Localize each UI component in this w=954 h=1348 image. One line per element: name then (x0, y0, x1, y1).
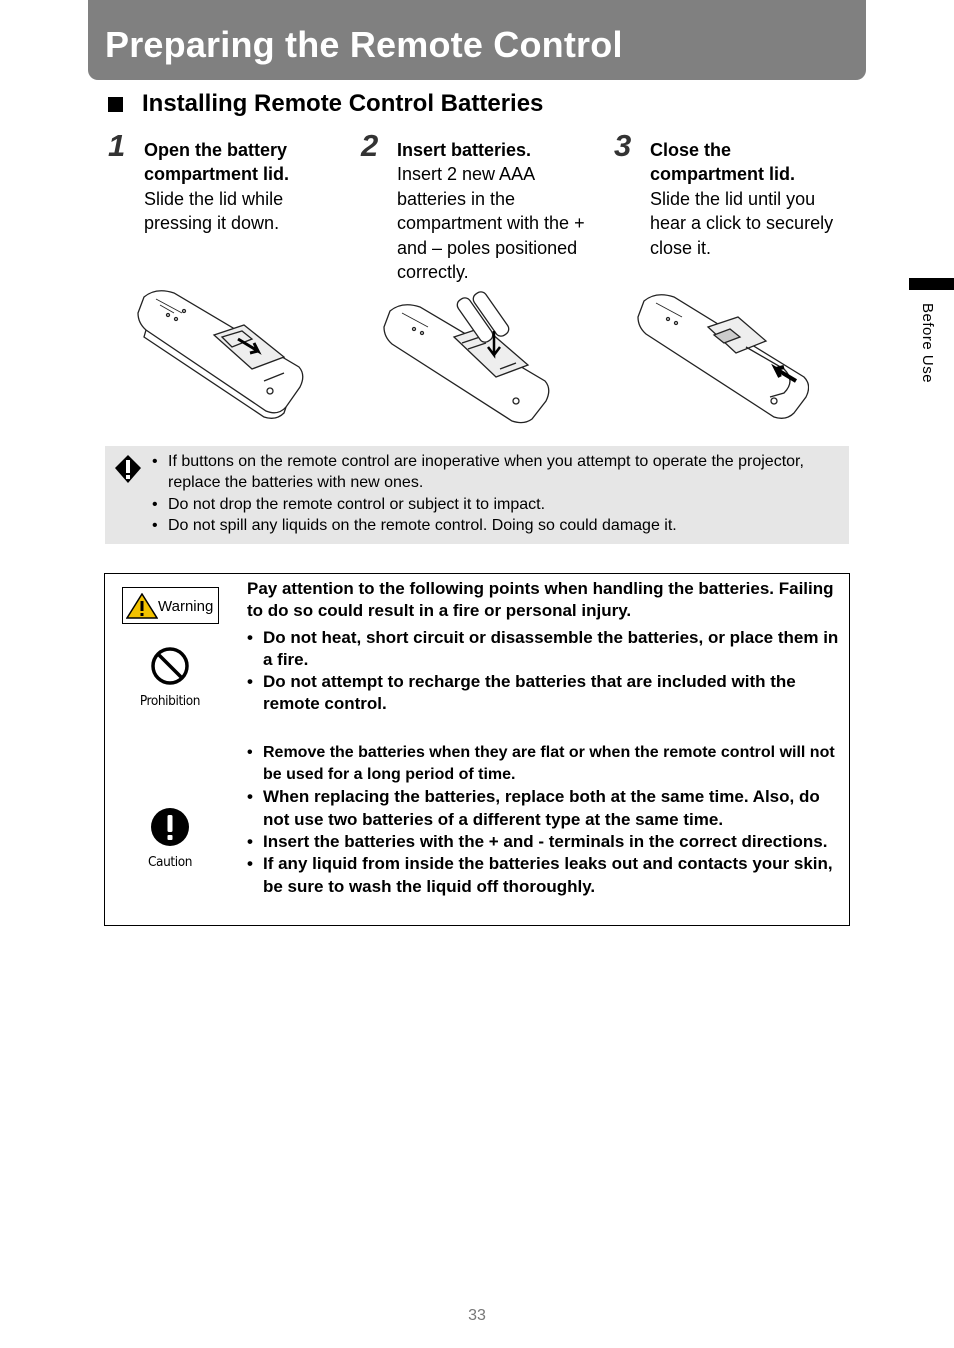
caution-icon (150, 807, 190, 847)
page-header (88, 0, 866, 80)
warning-box (104, 573, 850, 926)
section-title: Installing Remote Control Batteries (142, 90, 544, 117)
page-number: 33 (468, 1307, 486, 1324)
notes-list (151, 451, 831, 536)
attention-icon (113, 454, 143, 484)
warning-text (247, 578, 839, 898)
step-body: Insert 2 new AAA batteries in the compartment with the + and – poles positioned correctly. (397, 164, 585, 283)
prohibition-item: • Do not attempt to recharge the batteries that are included with the remote control. (247, 671, 839, 716)
caution-item: • If any liquid from inside the batteries leaks out and contacts your skin, be sure to wash the liquid off thoroughly. (247, 853, 839, 898)
step-title: Open the battery compartment lid. (144, 140, 290, 185)
step-title: Insert batteries. (397, 140, 532, 160)
prohibition-symbol (130, 646, 210, 709)
page-title: Preparing the Remote Control (105, 24, 623, 65)
step-body: Slide the lid until you hear a click to securely close it. (650, 188, 834, 258)
warning-intro: Pay attention to the following points when handling the batteries. Failing to do so could result in a fire or personal injury. (247, 579, 834, 621)
step-body: Slide the lid while pressing it down. (144, 188, 284, 234)
prohibition-label: Prohibition (139, 693, 201, 709)
chapter-label: Before Use (919, 303, 936, 384)
remote-insert-batteries-illustration (380, 285, 555, 425)
prohibition-icon (150, 646, 190, 686)
section-heading (108, 90, 543, 118)
caution-symbol (130, 807, 210, 870)
prohibition-list (247, 627, 839, 716)
note-item: • If buttons on the remote control are inoperative when you attempt to operate the projector, replace the batteries with new ones. (151, 451, 831, 494)
caution-item: • Remove the batteries when they are flat or when the remote control will not be used for a long period of time. (247, 742, 839, 787)
remote-close-lid-illustration (634, 285, 809, 425)
step-number: 3 (614, 128, 632, 163)
caution-item: • Insert the batteries with the + and - terminals in the correct directions. (247, 831, 839, 853)
caution-list (247, 742, 839, 898)
notes-box (105, 446, 849, 544)
warning-label: Warning (158, 598, 214, 615)
warning-triangle-icon (126, 593, 158, 619)
step-number: 2 (361, 128, 379, 163)
step-title: Close the compartment lid. (650, 140, 796, 185)
note-item: • Do not drop the remote control or subject it to impact. (151, 494, 831, 515)
note-item: • Do not spill any liquids on the remote control. Doing so could damage it. (151, 515, 831, 536)
caution-label: Caution (147, 854, 193, 870)
prohibition-item: • Do not heat, short circuit or disassemble the batteries, or place them in a fire. (247, 627, 839, 672)
remote-open-lid-illustration (134, 285, 309, 425)
step-number: 1 (108, 128, 126, 163)
warning-label-box (122, 587, 219, 624)
square-bullet-icon (108, 97, 123, 112)
caution-item: • When replacing the batteries, replace both at the same time. Also, do not use two batteries of a different type at the same time. (247, 786, 839, 831)
chapter-tab-marker (909, 278, 954, 290)
